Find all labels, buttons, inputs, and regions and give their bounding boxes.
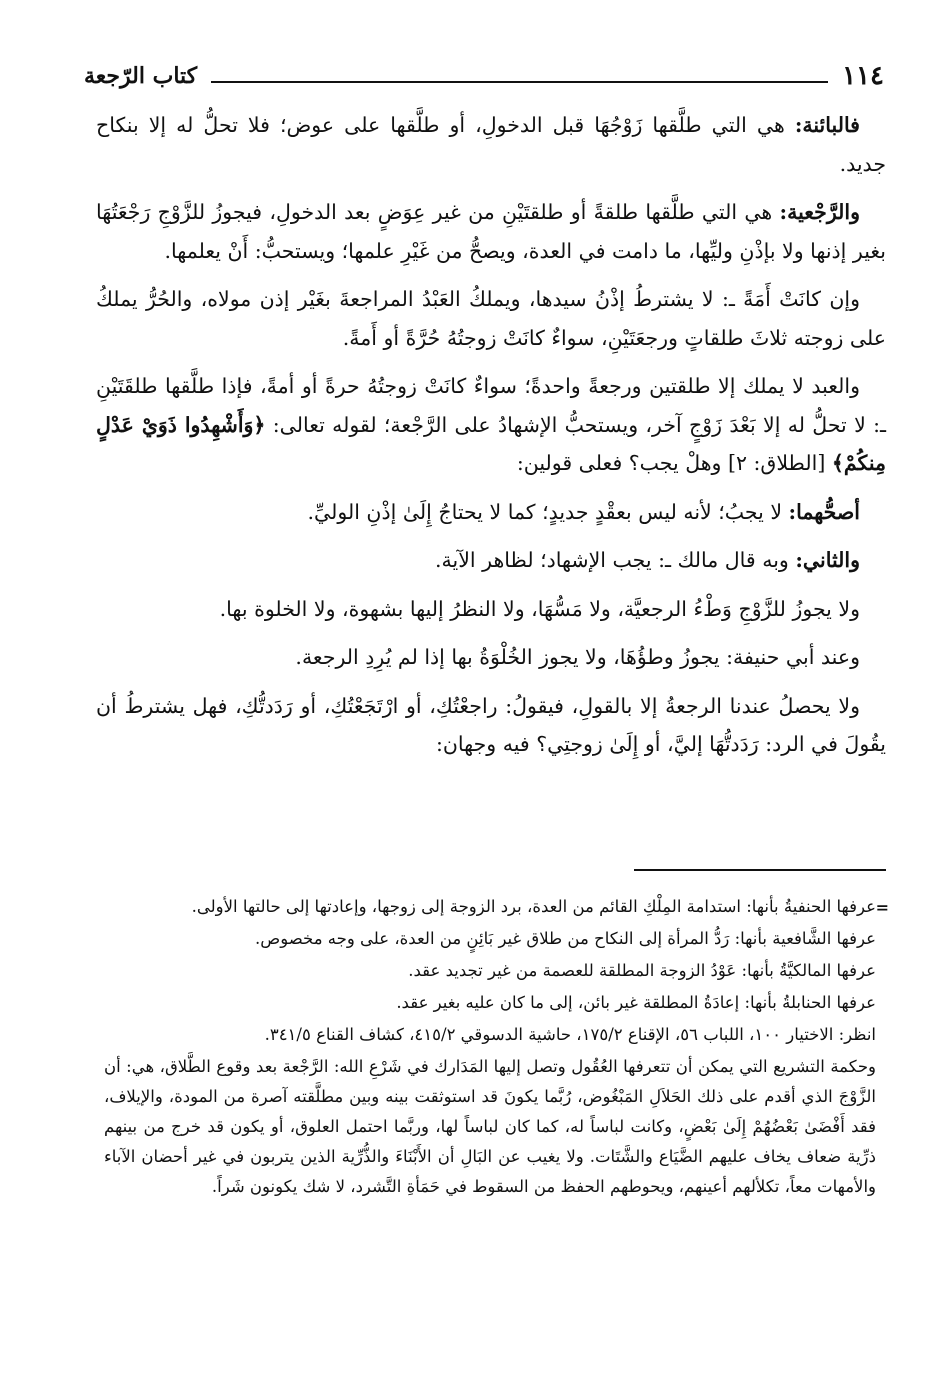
term-bain: فالبائنة: [794, 113, 860, 137]
paragraph-text: هي التي طلَّقها طلقةً أو طلقتَيْنِ من غير عِوَضٍ بعد الدخولِ، فيجوزُ للزَّوْجِ رَجْعَتُهَا بغير إذنها ولا بإذْنِ وليِّها، ما دامت في العدة، ويصحُّ من غَيْرِ علمها؛ ويستحبُّ: أَنْ يعلمها. [96, 200, 886, 263]
paragraph-text: وبه قال مالك ـ: يجب الإشهاد؛ لظاهر الآية. [435, 548, 796, 572]
paragraph-bain [96, 106, 886, 183]
footnote-line: عرفها الحنابلةُ بأنها: إعادَةُ المطلقة غير بائن، إلى ما كان عليه بغير عقد. [396, 993, 876, 1012]
footnote-line: وحكمة التشريع التي يمكن أن تتعرفها العُقُول وتصل إليها المَدَارك في شَرْعِ الله: الرَّجْعة بعد وقوع الطَّلاق، هي: أن الزَّوْجَ الذي أقدم على ذلك الحَلاَلِ المَبْغُوض، رُبَّما يكونَ قد استوثقت بينه وبين مطلَّقته آصرة من المودة، والإيلاف، فقد أَفْضَىٰ بَعْضُهُمْ إِلَىٰ بَعْضٍ، وكانت لباساً له، كما كان لباساً لها، وربَّما احتمل العلوق، أو يكون قد خرج من بينهم ذرِّية ضعاف يخاف عليهم الضَّيَاع والشَّتَات. ولا يغيب عن البَالِ أن الأَبْنَاءَ والذُّرِّية الذين يتربون في غير أحضان الآباء والأمهات معاً، تكلألهم أعينهم، ويحوطهم الحفظ من السقوط في حَمَأةِ التَّشرد، لا شك يكونون شَراً. [104, 1057, 876, 1196]
paragraph-text: [الطلاق: ٢] وهلْ يجب؟ فعلى قولين: [516, 451, 832, 475]
footnotes [104, 892, 876, 1204]
term-second-opinion: والثاني: [795, 548, 860, 572]
paragraph-first-opinion [96, 493, 886, 532]
paragraph-second-opinion [96, 541, 886, 580]
footnote-line: عرفها الشَّافعية بأنها: رَدُّ المرأة إلى النكاح من طلاق غير بَائِنٍ من العدة، على وجه مخصوص. [255, 929, 876, 948]
footnote-line: انظر: الاختيار ١٠٠، اللباب ٥٦، الإقناع ١٧٥/٢، حاشية الدسوقي ٤١٥/٢، كشاف القناع ٣٤١/٥. [264, 1025, 876, 1044]
paragraph-rajiya [96, 193, 886, 270]
term-first-opinion: أصحُّهما: [788, 499, 860, 524]
term-rajiya: والرَّجْعية: [779, 200, 860, 224]
page-number: ١١٤ [842, 61, 884, 91]
main-text [96, 106, 886, 774]
paragraph-text: لا يجبُ؛ لأنه ليس بعقْدٍ جديدٍ؛ كما لا يحتاجُ إِلَىٰ إذْنِ الوليِّ. [307, 499, 789, 524]
paragraph-abu-hanifa: وعند أبي حنيفة: يجوزُ وطؤُهَا، ولا يجوز الخُلْوَةُ بها إذا لم يُرِدِ الرجعة. [295, 645, 860, 669]
paragraph-text: والعبد لا يملك إلا طلقتين ورجعةً واحدةً؛ سواءٌ كانَتْ زوجتُهُ حرةً أو أمةً، فإذا طلَّقها طلقَتَيْنِ ـ: لا تحلُّ له إلا بَعْدَ زَوْجٍ آخر، ويستحبُّ الإشهادُ على الرَّجْعة؛ لقوله تعالى: [96, 374, 886, 437]
paragraph-prohibition: ولا يجوزُ للزَّوْجِ وَطْءُ الرجعيَّة، ولا مَسُّهَا، ولا النظرُ إليها بشهوة، ولا الخلوة بها. [219, 596, 860, 621]
paragraph-ama: وإن كانَتْ أَمَةً ـ: لا يشترطُ إذْنُ سيدها، ويملكُ العَبْدُ المراجعةَ بغَيْر إذن مولاه، والحُرُّ يملكُ على زوجته ثلاثَ طلقاتٍ ورجعَتَيْنِ، سواءٌ كانَتْ زوجتُهُ حُرَّةً أو أَمةً. [96, 287, 886, 350]
paragraph-abd [96, 367, 886, 483]
footnote-line: عرفها المالكيَّةُ بأنها: عَوْدُ الزوجة المطلقة للعصمة من غير تجديد عقد. [408, 961, 876, 980]
page-header [84, 56, 884, 96]
running-title: كتاب الرّجعة [84, 63, 198, 89]
footnote-line: عرفها الحنفيةُ بأنها: استدامة المِلْكِ القائم من العدة، برد الزوجة إلى زوجها، وإعادتها إلى حالتها الأولى. [191, 897, 876, 916]
footnote-continuation-mark: = [875, 898, 889, 917]
paragraph-text: هي التي طلَّقها زَوْجُهَا قبل الدخولِ، أو طلَّقها على عوض؛ فلا تحلُّ له إلا بنكاح جديد. [96, 113, 886, 176]
quran-verse: ﴿وَأَشْهِدُوا ذَوَيْ عَدْلٍ مِنكُمْ﴾ [96, 412, 886, 475]
footnote-separator [634, 869, 886, 871]
paragraph-words: ولا يحصلُ عندنا الرجعةُ إلا بالقولِ، فيقولُ: راجعْتُكِ، أو ارْتَجَعْتُكِ، أو رَدَدتُّكِ، فهل يشترطُ أن يقُولَ في الرد: رَدَدتُّهَا إليَّ، أو إِلَىٰ زوجتِي؟ فيه وجهان: [96, 693, 886, 756]
header-rule [211, 81, 828, 83]
